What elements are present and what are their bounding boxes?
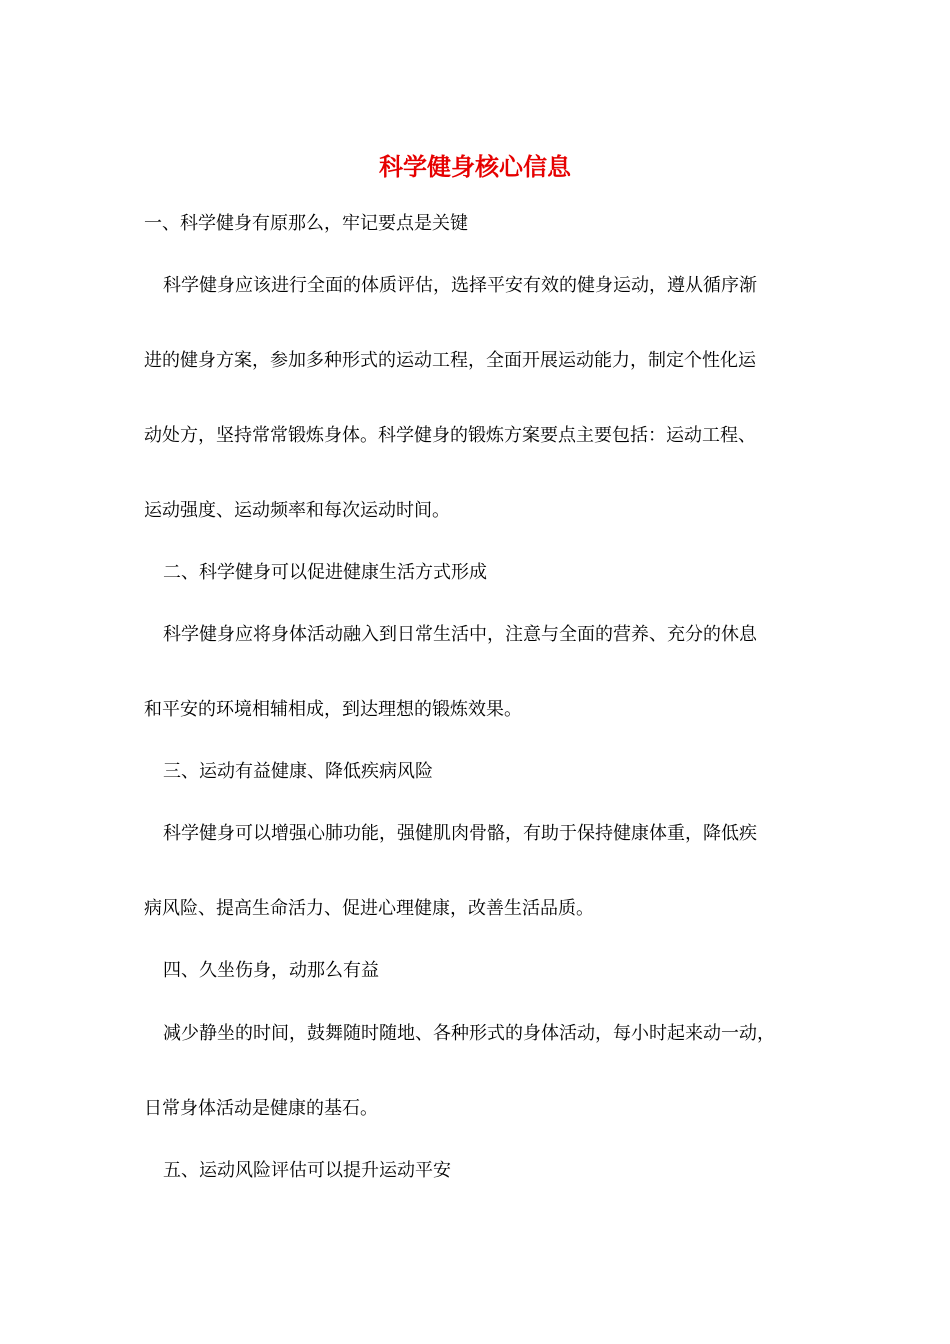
paragraph-line: 减少静坐的时间，鼓舞随时随地、各种形式的身体活动，每小时起来动一动， bbox=[163, 1023, 775, 1044]
document-title: 科学健身核心信息 bbox=[379, 153, 571, 181]
section-heading-2: 二、科学健身可以促进健康生活方式形成 bbox=[163, 562, 487, 583]
section-heading-5: 五、运动风险评估可以提升运动平安 bbox=[163, 1160, 451, 1181]
paragraph-line: 科学健身应将身体活动融入到日常生活中，注意与全面的营养、充分的休息 bbox=[163, 624, 757, 645]
paragraph-line: 日常身体活动是健康的基石。 bbox=[144, 1098, 378, 1119]
section-heading-4: 四、久坐伤身，动那么有益 bbox=[163, 960, 379, 981]
paragraph-line: 进的健身方案，参加多种形式的运动工程，全面开展运动能力，制定个性化运 bbox=[144, 350, 756, 371]
paragraph-line: 科学健身可以增强心肺功能，强健肌肉骨骼，有助于保持健康体重，降低疾 bbox=[163, 823, 757, 844]
paragraph-line: 科学健身应该进行全面的体质评估，选择平安有效的健身运动，遵从循序渐 bbox=[163, 275, 757, 296]
paragraph-line: 运动强度、运动频率和每次运动时间。 bbox=[144, 500, 450, 521]
paragraph-line: 病风险、提高生命活力、促进心理健康，改善生活品质。 bbox=[144, 898, 594, 919]
paragraph-line: 和平安的环境相辅相成，到达理想的锻炼效果。 bbox=[144, 699, 522, 720]
paragraph-line: 动处方，坚持常常锻炼身体。科学健身的锻炼方案要点主要包括：运动工程、 bbox=[144, 425, 756, 446]
section-heading-1: 一、科学健身有原那么，牢记要点是关键 bbox=[144, 213, 468, 234]
section-heading-3: 三、运动有益健康、降低疾病风险 bbox=[163, 761, 433, 782]
